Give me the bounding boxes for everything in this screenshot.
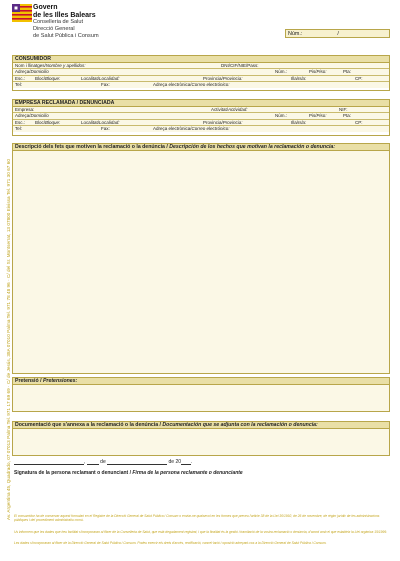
id-label: DNI/CIF/NIE/Pass:	[221, 63, 259, 68]
island-label: Illa/	[291, 119, 299, 125]
documents-title-ca: Documentació que s'annexa a la reclamació o la denúncia /	[15, 422, 163, 428]
description-section	[12, 143, 390, 374]
address-label: Adreça/	[15, 113, 31, 119]
floor-label: Pis/	[309, 113, 317, 119]
number-underline	[304, 32, 336, 38]
floor-label: Pis/	[309, 69, 317, 75]
consumer-contact-row[interactable]	[13, 82, 389, 88]
signature-date[interactable]: , de de 20 .	[14, 459, 192, 465]
province-label-es: Provincia:	[222, 119, 243, 125]
block-label: Bloc/	[35, 119, 46, 125]
floor-label-es: Piso:	[316, 113, 327, 119]
govern-logo	[12, 4, 32, 22]
province-label: Provincia/	[203, 75, 223, 81]
island-label-es: Isla:	[298, 119, 307, 125]
name-label-es: Nombre y apellidos:	[45, 63, 86, 68]
postcode-label: CP:	[355, 75, 363, 81]
island-label: Illa/	[291, 75, 299, 81]
locality-label-es: Localidad:	[99, 75, 120, 81]
header-block	[33, 4, 99, 39]
company-title: EMPRESA RECLAMADA / DENUNCIADA	[13, 100, 389, 107]
claim-title-ca: Pretensió /	[15, 378, 43, 384]
fax-label: Fax:	[101, 125, 110, 131]
locality-label-es: Localidad:	[99, 119, 120, 125]
day-underline	[87, 460, 99, 465]
date-year-label: de 20	[168, 459, 182, 465]
signature-label	[14, 470, 243, 476]
footer-note-1: El consumidor ha de conservar aquest formulari en el Registre de la Direcció General de Salut Pública i Consum o enviar-ne qualsevol en les formes que preveu l'article 38 de la Llei 30/1992, de 26 de novembre, de règim jurídic de les administracions públiques i del procediment administratiu comú.	[14, 514, 380, 522]
company-section	[12, 99, 390, 136]
place-underline	[14, 460, 84, 465]
email-label: Adreça electrònica/	[153, 125, 192, 131]
company-contact-row[interactable]	[13, 126, 389, 132]
number-underline-2	[340, 32, 372, 38]
activity-label-es: Actividad:	[228, 107, 248, 112]
number-label: Núm.:	[275, 69, 288, 75]
province-label-es: Provincia:	[222, 75, 243, 81]
number-separator: /	[337, 31, 339, 37]
footer-note-2: Us informem que les dades que heu facilitat s'incorporaran al fitxer de la Conselleria de Salut, que està degudament registrat, i que la finalitat és la gestió i tramitació de la vostra reclamació o denúncia, d'acord amb el que estableix la Llei orgànica 15/1999.	[14, 530, 388, 534]
province-label: Provincia/	[203, 119, 223, 125]
address-label: Adreça/	[15, 69, 31, 75]
block-label-es: Bloque:	[45, 75, 61, 81]
number-label: Núm.:	[275, 113, 288, 119]
stair-label: Esc.:	[15, 75, 26, 81]
documents-textarea[interactable]	[13, 429, 389, 455]
island-label-es: Isla:	[298, 75, 307, 81]
year-underline	[181, 460, 191, 465]
date-d-label: d	[100, 459, 103, 465]
floor-label-es: Piso:	[316, 69, 327, 75]
fax-label: Fax:	[101, 81, 110, 87]
phone-label: Tel:	[15, 125, 23, 131]
conselleria: Conselleria de Salut	[33, 19, 84, 25]
signature-label-es: Firma de la persona reclamante o denunciante	[132, 470, 243, 476]
consumer-section	[12, 55, 390, 91]
direccio-line2: de Salut Pública i Consum	[33, 32, 99, 39]
stair-label: Esc.:	[15, 119, 26, 125]
address-label-es: Domicilio	[30, 69, 49, 75]
email-label: Adreça electrònica/	[153, 81, 192, 87]
locality-label: Localitat/	[81, 119, 100, 125]
company-label: Empresa:	[15, 107, 35, 112]
documents-title	[13, 422, 389, 429]
nif-label: NIF:	[339, 107, 348, 112]
description-title: Descripció dels fets que motiven la reclamació o la denúncia / Descripción de los hechos que motivan la reclamación o denuncia:	[13, 144, 389, 151]
door-label: Pta:	[343, 113, 352, 119]
documents-title-es: Documentación que se adjunta con la reclamación o denuncia:	[162, 422, 318, 428]
claim-section	[12, 377, 390, 412]
direccio-line1: Direcció General	[33, 25, 75, 32]
number-field[interactable]	[285, 29, 390, 38]
documents-section	[12, 421, 390, 456]
email-label-es: Correo electrónico:	[191, 125, 230, 131]
month-underline	[107, 460, 167, 465]
activity-label: Activitat/	[211, 107, 229, 112]
claim-textarea[interactable]	[13, 385, 389, 411]
postcode-label: CP:	[355, 119, 363, 125]
gov-line1: Govern	[33, 4, 58, 11]
claim-title-es: Pretensiones:	[42, 378, 78, 384]
footer-note-3: Les dades s'incorporaran al fitxer de la Direcció General de Salut Pública i Consum. Podeu exercir els drets d'accés, rectificació, cancel·lació i oposició adreçant-vos a la Direcció General de Salut Pública i Consum.	[14, 541, 327, 545]
consumer-title: CONSUMIDOR	[13, 56, 389, 63]
description-title-ca: Descripció dels fets que motiven la reclamació o la denúncia	[15, 144, 165, 150]
number-label: Núm.:	[288, 31, 303, 37]
locality-label: Localitat/	[81, 75, 100, 81]
gov-line2: de les Illes Balears	[33, 11, 96, 19]
side-address-text: Av. Argentina 45, Quadrado, 07 07013 Palma Tel. 971 17 69 69 · C/ de Jesús, 38A 07010 Palma Tel. 971 78 48 96 · C/ del Sr. Montserrat, 13 07800 Eivissa Tel. 971 30 67 60	[6, 159, 11, 520]
address-label-es: Domicilio	[30, 113, 49, 119]
block-label-es: Bloque:	[45, 119, 61, 125]
signature-label-ca: Signatura de la persona reclamant o denunciant /	[14, 470, 133, 476]
block-label: Bloc/	[35, 75, 46, 81]
description-title-es: Descripción de los hechos que motivan la reclamación o denuncia:	[169, 144, 336, 150]
description-textarea[interactable]	[13, 151, 389, 373]
name-label: Nom i llinatges/	[15, 63, 46, 68]
door-label: Pta:	[343, 69, 352, 75]
phone-label: Tel:	[15, 81, 23, 87]
email-label-es: Correo electrónico:	[191, 81, 230, 87]
claim-title	[13, 378, 389, 385]
